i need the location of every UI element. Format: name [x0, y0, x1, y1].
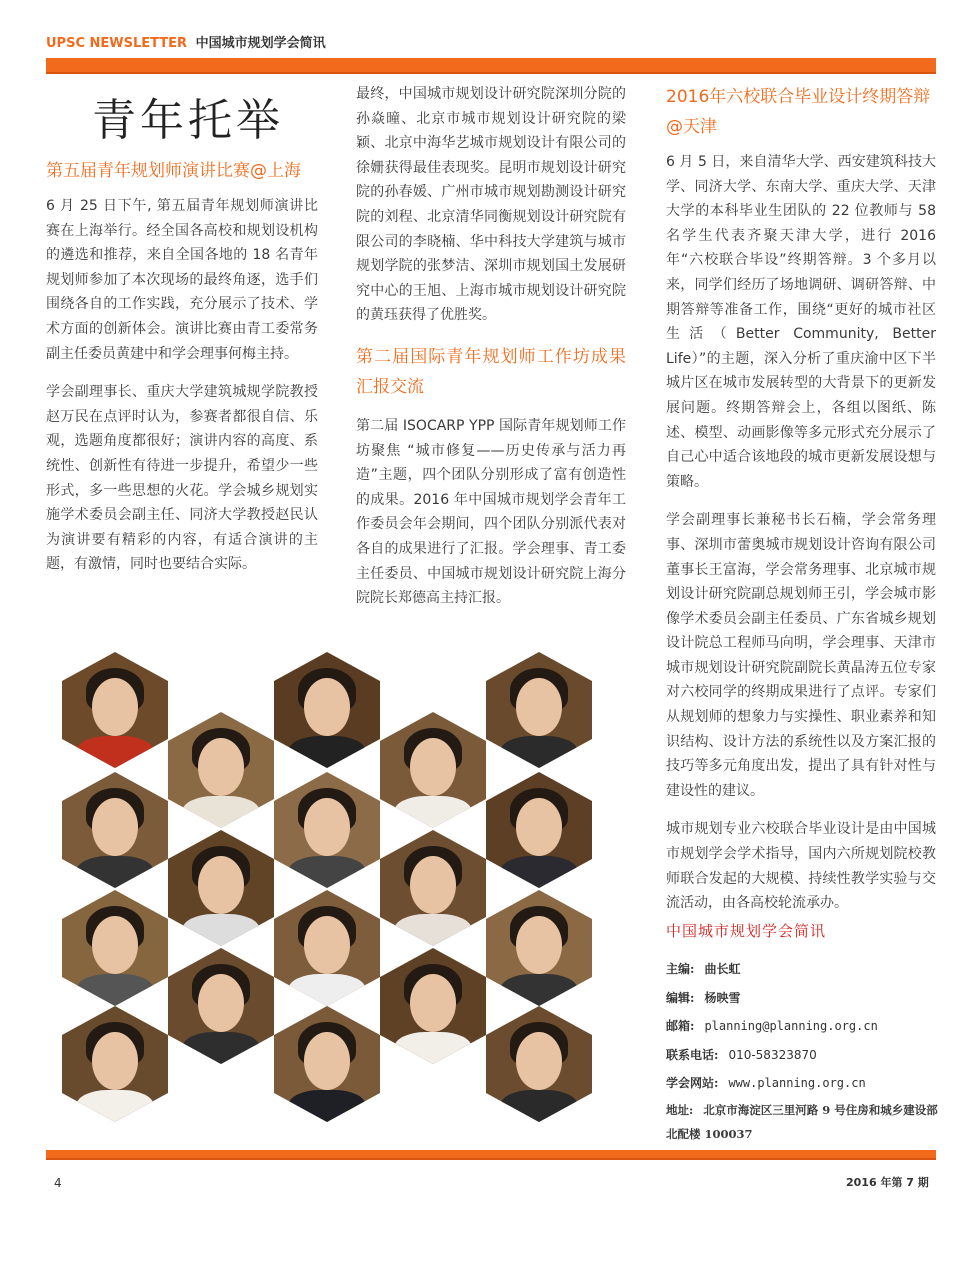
paragraph: 学会副理事长兼秘书长石楠，学会常务理事、深圳市蕾奥城市规划设计咨询有限公司董事长王富海，学会常务理事、北京城市规划设计研究院副总规划师王引，学会城市影像学术委员会副主任委员、广东省城乡规划设计院总工程师马向明，学会理事、天津市城市规划设计研究院副院长黄晶涛五位专家对六校同学的终期成果进行了点评。专家们从规划师的想象力与实操性、职业素养和知识结构、设计方法的系统性以及方案汇报的技巧等多元角度出发，提出了具有针对性与建设性的建议。: [666, 512, 936, 799]
paragraph: 最终，中国城市规划设计研究院深圳分院的孙焱曈、北京市城市规划设计研究院的梁颖、北京中海华艺城市规划设计有限公司的徐姗获得最佳表现奖。昆明市规划设计研究院的孙春媛、广州市城市规划勘测设计研究院的刘程、北京清华同衡规划设计研究院有限公司的李晓楠、华中科技大学建筑与城市规划学院的张梦洁、深圳市规划国土发展研究中心的王旭、上海市城市规划设计研究院的黄珏获得了优胜奖。: [356, 86, 626, 324]
contact-org-name: 中国城市规划学会简讯: [666, 922, 827, 940]
contact-email: [666, 1012, 946, 1041]
portrait-hex: [380, 712, 486, 828]
paragraph: 6 月 25 日下午, 第五届青年规划师演讲比赛在上海举行。经全国各高校和规划设机构的遴选和推荐，来自全国各地的 18 名青年规划师参加了本次现场的最终角逐，选手们围绕各自的工作实践，充分展示了技术、学术方面的创新体会。演讲比赛由青工委常务副主任委员黄建中和学会理事何梅主持。: [46, 198, 318, 362]
editor-value: 曲长虹: [704, 962, 741, 976]
contact-phone: [666, 1041, 946, 1070]
article-heading-six-schools: 2016年六校联合毕业设计终期答辩@天津: [666, 87, 931, 137]
contact-editor: [666, 955, 946, 984]
portrait-hex: [486, 772, 592, 888]
editor-label: 主编:: [666, 962, 695, 976]
paragraph: 6 月 5 日，来自清华大学、西安建筑科技大学、同济大学、东南大学、重庆大学、天津大学的本科毕业生团队的 22 位教师与 58 名学生代表齐聚天津大学，进行 2016 年“六校联合毕设”终期答辩。3 个多月以来，同学们经历了场地调研、调研答辩、中期答辩等准备工作，围绕“更好的城市社区生活（Better Community, Better Life）”的主题，深入分析了重庆渝中区下半城片区在城市发展转型的大背景下的更新发展问题。终期答辩会上，各组以图纸、陈述、模型、动画影像等多元形式充分展示了自己心中适合该地段的城市更新发展设想与策略。: [666, 154, 936, 490]
newsletter-title: 中国城市规划学会简讯: [195, 36, 326, 51]
portrait-hex: [168, 948, 274, 1064]
portrait-hex: [380, 830, 486, 946]
site-label: 学会网站:: [666, 1076, 719, 1090]
portrait-hex: [486, 652, 592, 768]
email-value[interactable]: planning@planning.org.cn: [704, 1019, 878, 1033]
address-label: 地址:: [666, 1102, 694, 1117]
issue-label: 2016 年第 7 期: [846, 1176, 929, 1189]
column-2: [356, 82, 626, 625]
portrait-hex: [62, 772, 168, 888]
portrait-hex: [62, 890, 168, 1006]
portrait-hex: [274, 890, 380, 1006]
address-value: 北京市海淀区三里河路 9 号住房和城乡建设部北配楼 100037: [666, 1102, 938, 1141]
contact-website: [666, 1069, 946, 1098]
contact-address: [666, 1098, 946, 1146]
portrait-hex: [274, 772, 380, 888]
article-heading-speech-contest: 第五届青年规划师演讲比赛@上海: [46, 161, 301, 181]
bottom-divider-bar: [46, 1150, 936, 1160]
newsletter-brand: UPSC NEWSLETTER: [46, 36, 188, 51]
portrait-hex: [168, 830, 274, 946]
phone-value: 010-58323870: [728, 1047, 817, 1062]
contact-editing: [666, 984, 946, 1013]
portrait-hex: [274, 1006, 380, 1122]
paragraph: 城市规划专业六校联合毕业设计是由中国城市规划学会学术指导，国内六所规划院校教师联合发起的大规模、持续性教学实验与交流活动，由各高校轮流承办。: [666, 821, 936, 912]
column-1: [46, 194, 318, 591]
phone-label: 联系电话:: [666, 1047, 719, 1062]
page-number: 4: [54, 1176, 62, 1190]
portrait-hex: [274, 652, 380, 768]
portrait-hex: [380, 948, 486, 1064]
paragraph: 第二届 ISOCARP YPP 国际青年规划师工作坊聚焦 “城市修复——历史传承与活力再造”主题，四个团队分别形成了富有创造性的成果。2016 年中国城市规划学会青年工作委员会年会期间，四个团队分别派代表对各自的成果进行了汇报。学会理事、青工委主任委员、中国城市规划设计研究院上海分院院长郑德高主持汇报。: [356, 417, 626, 607]
column-3: [666, 150, 936, 930]
top-divider-bar: [46, 58, 936, 74]
email-label: 邮箱:: [666, 1019, 695, 1033]
newsletter-contact-block: [666, 920, 946, 1146]
portrait-hex: [168, 712, 274, 828]
editing-value: 杨映雪: [704, 990, 741, 1005]
contestant-photo-collage: [62, 652, 610, 1122]
portrait-hex: [486, 890, 592, 1006]
section-title: 青年托举: [92, 95, 284, 146]
newsletter-header: [46, 32, 326, 51]
portrait-hex: [62, 1006, 168, 1122]
paragraph: 学会副理事长、重庆大学建筑城规学院教授赵万民在点评时认为，参赛者都很自信、乐观，选题角度都很好；演讲内容的高度、系统性、创新性有待进一步提升，希望少一些形式，多一些思想的火花。学会城乡规划实施学术委员会副主任、同济大学教授赵民认为演讲要有精彩的内容，有适合演讲的主题，有激情，同时也要结合实际。: [46, 384, 318, 573]
portrait-hex: [486, 1006, 592, 1122]
editing-label: 编辑:: [666, 990, 695, 1005]
site-value[interactable]: www.planning.org.cn: [728, 1076, 866, 1090]
portrait-hex: [62, 652, 168, 768]
article-heading-workshop: 第二届国际青年规划师工作坊成果汇报交流: [356, 346, 626, 397]
